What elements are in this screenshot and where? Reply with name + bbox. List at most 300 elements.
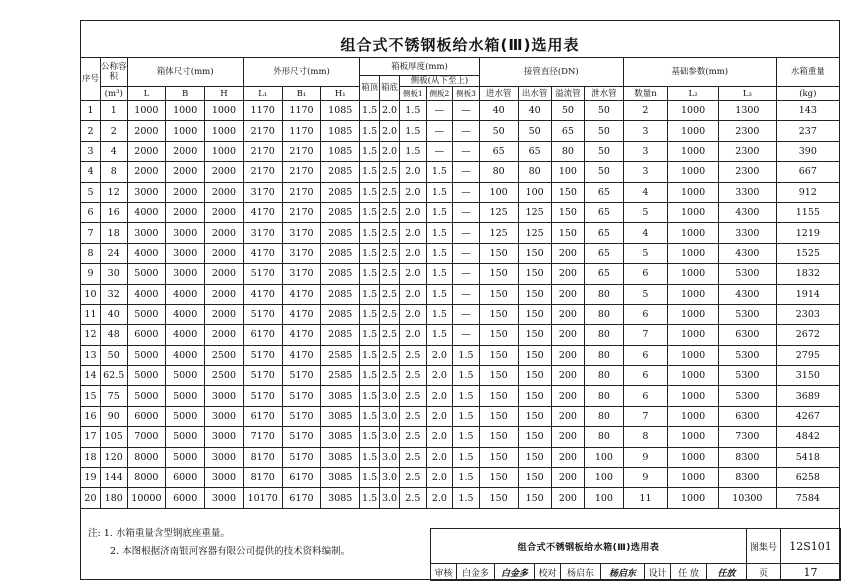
table-cell: 150	[518, 468, 551, 488]
table-cell: 2.5	[380, 325, 400, 345]
table-cell: 4	[81, 162, 101, 182]
table-cell: 5170	[243, 345, 282, 365]
table-cell: —	[453, 202, 480, 222]
table-cell: 2000	[205, 325, 244, 345]
table-cell: 90	[100, 406, 127, 426]
table-row	[81, 141, 840, 161]
table-cell: 3000	[205, 427, 244, 447]
table-cell: —	[453, 162, 480, 182]
table-cell: 150	[518, 386, 551, 406]
table-cell: 2300	[719, 121, 777, 141]
table-cell: —	[453, 101, 480, 121]
table-cell: 80	[518, 162, 551, 182]
table-cell: 150	[518, 325, 551, 345]
table-cell: 1.5	[360, 264, 380, 284]
table-cell: 5300	[719, 386, 777, 406]
table-cell: —	[453, 243, 480, 263]
table-cell: 200	[551, 366, 584, 386]
table-cell: 2000	[205, 223, 244, 243]
table-cell: 1000	[166, 101, 205, 121]
table-cell: 4170	[282, 284, 321, 304]
table-cell: 5000	[166, 386, 205, 406]
header-outlet: 出水管	[518, 87, 551, 101]
designer-signature: 任放	[707, 564, 747, 581]
table-cell: 5170	[243, 386, 282, 406]
table-cell: 2300	[719, 162, 777, 182]
table-cell: 4300	[719, 202, 777, 222]
table-cell: 80	[479, 162, 518, 182]
table-cell: —	[426, 121, 453, 141]
table-cell: 62.5	[100, 366, 127, 386]
table-cell: 1000	[668, 223, 719, 243]
table-cell: 80	[585, 345, 624, 365]
table-cell: 2000	[166, 182, 205, 202]
table-cell: 11	[81, 304, 101, 324]
table-cell: 80	[585, 386, 624, 406]
table-cell: 9	[81, 264, 101, 284]
table-cell: 50	[479, 121, 518, 141]
table-cell: 2000	[166, 141, 205, 161]
table-cell: 1000	[205, 101, 244, 121]
table-cell: 5	[623, 243, 667, 263]
table-cell: 50	[585, 141, 624, 161]
table-cell: 6000	[127, 406, 166, 426]
table-cell: 5170	[282, 427, 321, 447]
header-side3: 侧板3	[453, 87, 480, 101]
table-cell: 100	[518, 182, 551, 202]
table-cell: 4000	[166, 284, 205, 304]
table-cell: 5000	[127, 264, 166, 284]
header-side2: 侧板2	[426, 87, 453, 101]
table-cell: 2	[623, 101, 667, 121]
table-cell: 1170	[282, 121, 321, 141]
table-cell: 1.5	[453, 345, 480, 365]
table-cell: 7	[623, 406, 667, 426]
table-cell: —	[453, 223, 480, 243]
table-cell: 1.5	[360, 488, 380, 508]
header-L: L	[127, 87, 166, 101]
table-cell: 2.5	[380, 162, 400, 182]
table-cell: —	[453, 284, 480, 304]
header-weight-unit: (kg)	[776, 87, 839, 101]
table-cell: 1155	[776, 202, 839, 222]
table-cell: 200	[551, 325, 584, 345]
table-cell: 2.0	[400, 284, 427, 304]
table-row	[81, 101, 840, 121]
table-cell: 150	[518, 345, 551, 365]
table-cell: 1000	[668, 202, 719, 222]
table-cell: 9	[623, 447, 667, 467]
header-B: B	[166, 87, 205, 101]
table-cell: 2.0	[400, 162, 427, 182]
table-cell: 3000	[127, 223, 166, 243]
review-label: 审核	[431, 564, 457, 581]
table-cell: 65	[518, 141, 551, 161]
table-cell: 125	[479, 202, 518, 222]
table-cell: 200	[551, 427, 584, 447]
table-cell: 150	[479, 264, 518, 284]
table-cell: 1.5	[360, 121, 380, 141]
table-cell: 2085	[321, 223, 360, 243]
table-cell: 1.5	[360, 202, 380, 222]
table-cell: 65	[479, 141, 518, 161]
table-cell: 150	[518, 488, 551, 508]
table-row	[81, 264, 840, 284]
table-cell: 2000	[205, 162, 244, 182]
table-cell: 2.5	[380, 304, 400, 324]
table-cell: 180	[100, 488, 127, 508]
table-row	[81, 202, 840, 222]
table-cell: 50	[551, 101, 584, 121]
table-cell: 4170	[243, 284, 282, 304]
table-cell: 5170	[282, 366, 321, 386]
table-cell: 120	[100, 447, 127, 467]
table-cell: 3000	[205, 386, 244, 406]
table-cell: 2.0	[400, 264, 427, 284]
table-cell: —	[453, 264, 480, 284]
reviewer-name: 白金多	[457, 564, 495, 581]
table-cell: 1.5	[360, 468, 380, 488]
table-cell: 125	[479, 223, 518, 243]
table-cell: 1.5	[453, 366, 480, 386]
table-cell: 2170	[243, 121, 282, 141]
table-cell: 80	[585, 284, 624, 304]
table-cell: 2000	[205, 243, 244, 263]
table-cell: 1000	[668, 427, 719, 447]
table-cell: 3	[623, 162, 667, 182]
table-cell: 6	[623, 366, 667, 386]
table-cell: 3085	[321, 468, 360, 488]
table-cell: 2000	[127, 141, 166, 161]
table-cell: 200	[551, 243, 584, 263]
table-cell: 3000	[166, 223, 205, 243]
table-cell: 3085	[321, 386, 360, 406]
table-cell: 65	[551, 121, 584, 141]
table-cell: 2.0	[380, 101, 400, 121]
header-bottom: 箱底	[380, 76, 400, 101]
check-label: 校对	[535, 564, 561, 581]
table-row	[81, 304, 840, 324]
table-cell: 1.5	[360, 284, 380, 304]
table-cell: 12	[100, 182, 127, 202]
table-cell: 4	[100, 141, 127, 161]
table-cell: 2000	[205, 182, 244, 202]
table-cell: 7300	[719, 427, 777, 447]
table-cell: 6	[623, 345, 667, 365]
checker-signature: 杨启东	[601, 564, 645, 581]
table-cell: 10000	[127, 488, 166, 508]
atlas-number: 12S101	[781, 529, 841, 564]
table-cell: 237	[776, 121, 839, 141]
table-cell: 2000	[205, 264, 244, 284]
table-row	[81, 325, 840, 345]
table-cell: 150	[479, 427, 518, 447]
table-cell: 5000	[166, 447, 205, 467]
table-cell: 1000	[166, 121, 205, 141]
table-cell: 2000	[205, 284, 244, 304]
table-cell: 2.5	[400, 406, 427, 426]
table-row	[81, 406, 840, 426]
table-cell: 7000	[127, 427, 166, 447]
table-cell: 3170	[243, 182, 282, 202]
table-cell: 2085	[321, 304, 360, 324]
table-cell: 5170	[243, 366, 282, 386]
table-cell: 150	[518, 264, 551, 284]
table-cell: 2300	[719, 141, 777, 161]
header-B1: B₁	[282, 87, 321, 101]
table-cell: 1085	[321, 101, 360, 121]
table-cell: 2.5	[380, 264, 400, 284]
header-outer-size: 外形尺寸(mm)	[243, 58, 359, 87]
table-cell: 2.5	[380, 345, 400, 365]
table-cell: 1000	[668, 243, 719, 263]
header-seq: 序号	[81, 58, 101, 101]
table-cell: —	[453, 304, 480, 324]
header-top: 箱顶	[360, 76, 380, 101]
table-cell: 1.5	[426, 264, 453, 284]
table-cell: 2.0	[400, 243, 427, 263]
table-cell: 6	[623, 304, 667, 324]
table-cell: 3000	[166, 243, 205, 263]
title-block	[430, 528, 841, 581]
table-cell: 1.5	[400, 101, 427, 121]
table-cell: 4000	[166, 325, 205, 345]
table-cell: 150	[479, 304, 518, 324]
table-cell: 80	[585, 325, 624, 345]
table-cell: 3170	[282, 223, 321, 243]
table-cell: 1.5	[426, 223, 453, 243]
table-cell: 2000	[205, 304, 244, 324]
table-cell: 48	[100, 325, 127, 345]
table-cell: 1.5	[360, 101, 380, 121]
table-cell: 3689	[776, 386, 839, 406]
table-cell: 5000	[127, 304, 166, 324]
table-cell: 3.0	[380, 447, 400, 467]
table-cell: 4170	[282, 345, 321, 365]
table-cell: 100	[585, 447, 624, 467]
table-cell: 2.0	[380, 141, 400, 161]
note-1: 注: 1. 水箱重量含型钢底座重量。	[88, 528, 230, 539]
table-cell: 2170	[243, 141, 282, 161]
table-cell: 1000	[668, 304, 719, 324]
table-cell: 1000	[668, 162, 719, 182]
table-cell: 2170	[282, 182, 321, 202]
table-cell: 8	[623, 427, 667, 447]
table-cell: 2	[81, 121, 101, 141]
header-H1: H₁	[321, 87, 360, 101]
table-cell: 2.0	[400, 182, 427, 202]
table-cell: —	[453, 325, 480, 345]
table-cell: 15	[81, 386, 101, 406]
table-cell: 1000	[668, 101, 719, 121]
table-cell: 80	[585, 427, 624, 447]
table-cell: 1	[100, 101, 127, 121]
table-cell: 5300	[719, 366, 777, 386]
table-cell: 200	[551, 468, 584, 488]
table-cell: —	[453, 182, 480, 202]
table-cell: 200	[551, 345, 584, 365]
table-cell: 4300	[719, 243, 777, 263]
table-cell: 150	[479, 243, 518, 263]
table-cell: 6	[81, 202, 101, 222]
table-cell: 1.5	[360, 427, 380, 447]
table-cell: 2.0	[426, 468, 453, 488]
table-cell: 80	[585, 304, 624, 324]
table-cell: 2.0	[400, 223, 427, 243]
page-number: 17	[781, 564, 841, 581]
table-cell: 2170	[282, 141, 321, 161]
table-cell: 1.5	[360, 386, 380, 406]
table-cell: 1.5	[426, 182, 453, 202]
table-cell: 3	[623, 121, 667, 141]
table-cell: 2.5	[400, 345, 427, 365]
table-cell: 3000	[205, 447, 244, 467]
table-cell: 5300	[719, 345, 777, 365]
table-cell: 2.5	[400, 427, 427, 447]
table-cell: 150	[479, 386, 518, 406]
table-cell: 2672	[776, 325, 839, 345]
table-cell: 200	[551, 304, 584, 324]
table-row	[81, 366, 840, 386]
table-cell: 2.0	[426, 366, 453, 386]
table-cell: 2.0	[426, 345, 453, 365]
table-cell: 50	[585, 162, 624, 182]
table-cell: —	[426, 101, 453, 121]
table-cell: 1000	[668, 488, 719, 508]
header-volume-unit: (m³)	[100, 87, 127, 101]
table-cell: 6170	[282, 468, 321, 488]
table-cell: 18	[81, 447, 101, 467]
table-cell: 40	[479, 101, 518, 121]
table-cell: 16	[81, 406, 101, 426]
table-cell: 5000	[127, 366, 166, 386]
table-row	[81, 284, 840, 304]
table-row	[81, 386, 840, 406]
table-cell: 200	[551, 406, 584, 426]
table-cell: 2085	[321, 243, 360, 263]
table-cell: 1.5	[453, 406, 480, 426]
table-cell: 6258	[776, 468, 839, 488]
table-cell: 4170	[282, 304, 321, 324]
table-cell: 8300	[719, 468, 777, 488]
table-cell: 3085	[321, 406, 360, 426]
table-cell: 3000	[127, 182, 166, 202]
table-cell: 150	[479, 366, 518, 386]
table-cell: 6170	[282, 488, 321, 508]
table-cell: 150	[518, 406, 551, 426]
table-cell: 200	[551, 264, 584, 284]
table-cell: 9	[623, 468, 667, 488]
table-cell: 5000	[127, 345, 166, 365]
table-cell: 1219	[776, 223, 839, 243]
table-cell: 2.5	[400, 386, 427, 406]
table-cell: 2.0	[426, 386, 453, 406]
table-cell: 2	[100, 121, 127, 141]
table-cell: 2.0	[400, 325, 427, 345]
table-cell: 2.5	[380, 202, 400, 222]
table-cell: 143	[776, 101, 839, 121]
table-cell: 65	[585, 243, 624, 263]
table-cell: 1000	[668, 182, 719, 202]
table-cell: 2085	[321, 202, 360, 222]
table-cell: 8300	[719, 447, 777, 467]
table-cell: 3300	[719, 223, 777, 243]
table-cell: 1.5	[453, 386, 480, 406]
table-cell: 2.5	[380, 223, 400, 243]
table-cell: 13	[81, 345, 101, 365]
table-cell: 1.5	[360, 162, 380, 182]
table-cell: 8170	[243, 468, 282, 488]
table-cell: 1.5	[360, 325, 380, 345]
table-cell: 150	[479, 284, 518, 304]
table-cell: 10300	[719, 488, 777, 508]
table-cell: 2.0	[426, 488, 453, 508]
table-cell: 50	[518, 121, 551, 141]
design-label: 设计	[645, 564, 671, 581]
table-cell: 24	[100, 243, 127, 263]
table-cell: 100	[479, 182, 518, 202]
table-cell: 65	[585, 223, 624, 243]
table-cell: 1	[81, 101, 101, 121]
table-cell: 2.0	[400, 304, 427, 324]
table-cell: 2.0	[426, 406, 453, 426]
header-L1: L₁	[243, 87, 282, 101]
table-cell: 2.5	[380, 284, 400, 304]
table-cell: 390	[776, 141, 839, 161]
header-count: 数量n	[623, 87, 667, 101]
table-cell: 2170	[243, 162, 282, 182]
table-cell: 4	[623, 223, 667, 243]
table-cell: 6000	[127, 325, 166, 345]
table-cell: 17	[81, 427, 101, 447]
table-cell: 4000	[127, 202, 166, 222]
table-row	[81, 488, 840, 508]
table-cell: 2500	[205, 366, 244, 386]
table-cell: 2585	[321, 345, 360, 365]
table-cell: —	[453, 121, 480, 141]
table-cell: 3	[623, 141, 667, 161]
page-label: 页	[747, 564, 781, 581]
table-cell: 10	[81, 284, 101, 304]
table-cell: 3170	[282, 243, 321, 263]
table-cell: 1085	[321, 121, 360, 141]
table-cell: 6	[623, 264, 667, 284]
table-cell: 5170	[282, 447, 321, 467]
table-cell: 6300	[719, 325, 777, 345]
header-L2: L₂	[668, 87, 719, 101]
table-cell: 1000	[668, 386, 719, 406]
table-cell: 2.5	[400, 468, 427, 488]
header-base: 基础参数(mm)	[623, 58, 776, 87]
table-cell: 125	[518, 202, 551, 222]
table-cell: 3000	[205, 406, 244, 426]
designer-name: 任 放	[671, 564, 707, 581]
table-cell: 1000	[668, 284, 719, 304]
table-cell: 50	[585, 121, 624, 141]
table-cell: 2.5	[380, 182, 400, 202]
header-side-group: 侧板(从下至上)	[400, 76, 480, 87]
table-cell: 1000	[668, 345, 719, 365]
table-cell: 8000	[127, 468, 166, 488]
table-cell: 1.5	[453, 427, 480, 447]
table-cell: 1.5	[453, 447, 480, 467]
table-cell: 2303	[776, 304, 839, 324]
table-cell: 1000	[668, 264, 719, 284]
table-row	[81, 162, 840, 182]
table-cell: 5170	[282, 406, 321, 426]
table-cell: 80	[585, 406, 624, 426]
table-cell: 1.5	[400, 141, 427, 161]
